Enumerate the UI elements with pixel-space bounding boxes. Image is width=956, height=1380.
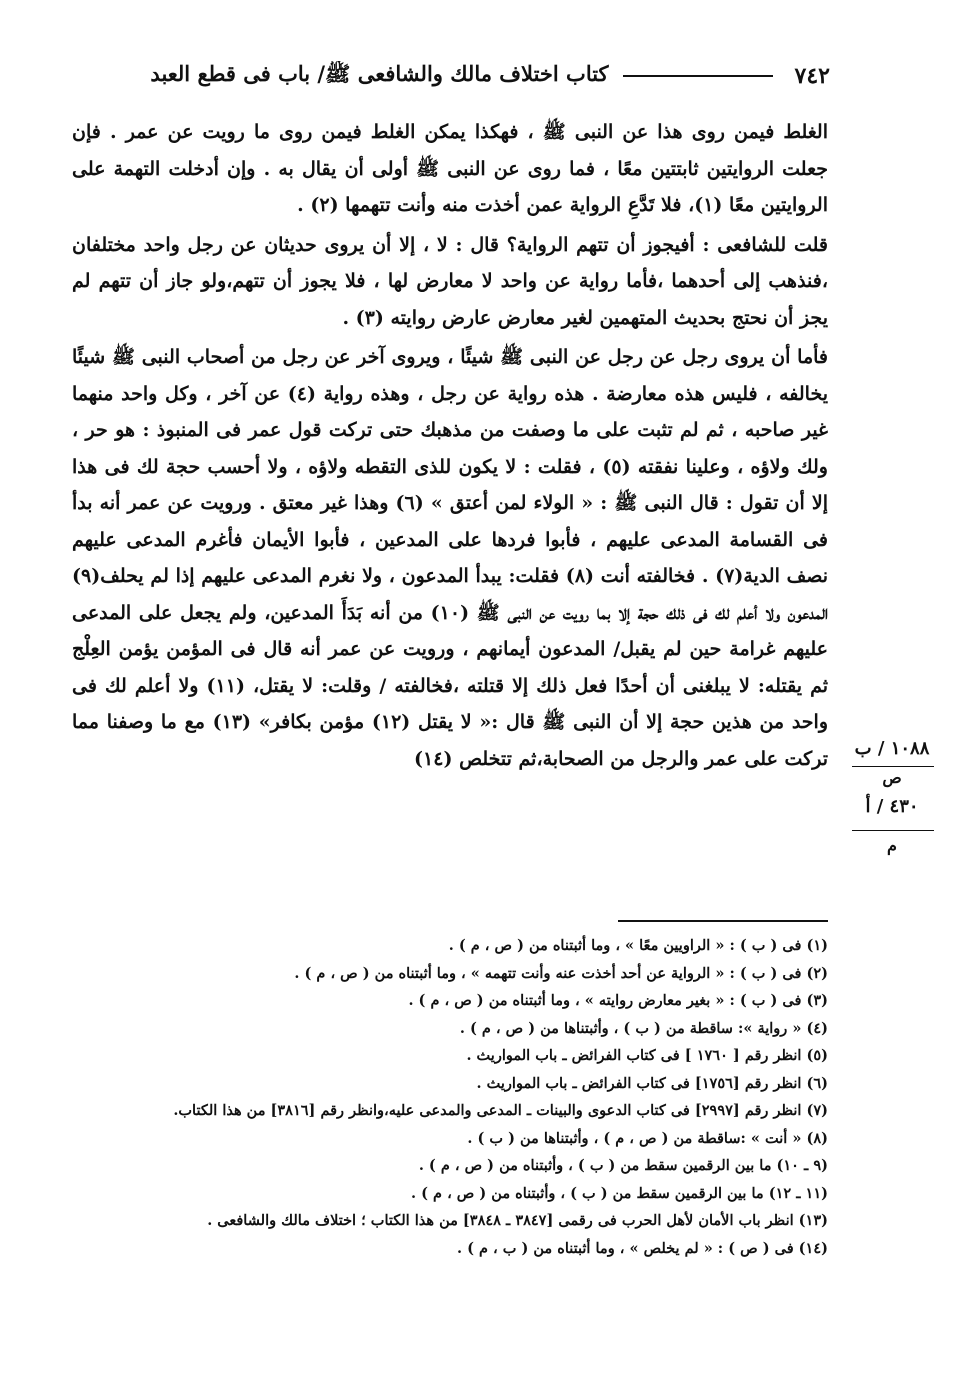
footnote-12: (١٤) فى ( ص ) : « لم يخلص » ، وما أثبتناه من ( ب ، م ) . — [457, 1239, 828, 1257]
margin-rule-2 — [852, 830, 934, 831]
margin-ref-4: م — [887, 836, 897, 855]
footnote-11: (١٣) انظر باب الأمان لأهل الحرب فى رقمى [٣٨٤٧ ـ ٣٨٤٨] من هذا الكتاب ؛ اختلاف مالك والشافعى . — [207, 1212, 828, 1229]
footnotes — [100, 932, 828, 1262]
footnote-2: (٢) فى ( ب ) : « الرواية عن أحد أخذت عنه وأنت تتهمه » ، وما أثبتناه من ( ص ، م ) . — [294, 964, 828, 982]
footnote-1: (١) فى ( ب ) : « الراويين معًا » ، وما أثبتناه من ( ص ، م ) . — [448, 937, 828, 954]
running-header — [70, 58, 830, 94]
footnote-separator — [618, 920, 828, 922]
page-number: ٧٤٢ — [794, 63, 830, 89]
paragraph-1: الغلط فيمن روى هذا عن النبى ﷺ ، فهكذا يمكن الغلط فيمن روى ما رويت عن عمر . فإن جعلت الروايتين ثابتتين معًا ، فما روى عن النبى ﷺ أولى أن يقال به . وإن أدخلت التهمة على الروايتين معًا (١)، فلا تَدَّعِ الرواية عمن أخذت منه وأنت تتهمها (٢) . — [72, 121, 828, 216]
margin-rule-1 — [852, 766, 934, 767]
header-rule — [623, 75, 773, 77]
paragraph-3: فأما أن يروى رجل عن رجل عن النبى ﷺ شيئًا ، ويروى آخر عن رجل من أصحاب النبى ﷺ شيئًا يخالفه ، فليس هذه معارضة . هذه رواية عن رجل ، وهذه رواية (٤) عن آخر ، وكل واحد منهما غير صاحبه ، ثم لم تثبت على ما وصفت من مذهبك حتى تركت قول عمر فى المنبوذ : هو حر ، ولك ولاؤه ، وعلينا نفقته (٥) ، فقلت : لا يكون للذى التقطه ولاؤه ، ولا أحسب حجة لك فى هذا إلا أن تقول : قال النبى ﷺ : « الولاء لمن أعتق » (٦) وهذا غير معتق . ورويت عن عمر أنه بدأ فى القسامة المدعى عليهم ، فأبوا فردها على المدعين ، فأبوا الأيمان فأغرم المدعى عليهم نصف الدية(٧) . فخالفته أنت (٨) فقلت: يبدأ المدعون ، ولا نغرم المدعى عليهم إذا لم يحلف(٩) المدعون ولا أعلم لك فى ذلك حجة إلا بما رويت عن النبى ﷺ (١٠) من أنه بَدَأَ المدعين، ولم يجعل على المدعى عليهم غرامة حين لم يقبل/ المدعون أيمانهم ، ورويت عن عمر أنه قال فى المؤمن يؤمن العِلْج ثم يقتله: لا يبلغنى أن أحدًا فعل ذلك إلا قتلته ،فخالفته / وقلت: لا يقتل، (١١) ولا أعلم لك فى واحد من هذين حجة إلا أن النبى ﷺ قال :« لا يقتل (١٢) مؤمن بكافر» (١٣) مع ما وصفنا مما تركت على عمر والرجل من الصحابة،ثم تتخلص (١٤) — [72, 346, 829, 770]
margin-ref-2: ص — [882, 768, 902, 787]
paragraph-2: قلت للشافعى : أفيجوز أن تتهم الرواية؟ قال : لا ، إلا أن يروى حديثان عن رجل واحد مختلفان ،فنذهب إلى أحدهما ،فأما رواية عن واحد لا معارض لها ، فلا يجوز أن تتهم،ولو جاز أن تتهم لم يجز أن نحتج بحديث المتهمين لغير معارض عارض روايته (٣) . — [72, 233, 828, 329]
running-title: كتاب اختلاف مالك والشافعى ﷺ/ باب فى قطع العبد — [150, 60, 609, 86]
footnote-10: (١١ ـ ١٢) ما بين الرقمين سقط من ( ب ) ، وأثبتناه من ( ص ، م ) . — [411, 1184, 828, 1202]
footnote-3: (٣) فى ( ب ) : « بغير معارض روايته » ، وما أثبتناه من ( ص ، م ) . — [408, 992, 828, 1009]
footnote-7: (٧) انظر رقم [٢٩٩٧] فى كتاب الدعوى والبينات ـ المدعى والمدعى عليه،وانظر رقم [٣٨١٦] من هذا الكتاب. — [173, 1102, 828, 1119]
main-text — [72, 114, 828, 914]
margin-ref-1: ١٠٨٨ / ب — [854, 738, 930, 759]
footnote-5: (٥) انظر رقم [ ١٧٦٠ ] فى كتاب الفرائض ـ باب المواريث . — [466, 1047, 828, 1064]
footnote-8: (٨) « أنت » :ساقطة من ( ص ، م ) ، وأثبتناها من ( ب ) . — [467, 1129, 828, 1147]
margin-ref-3: ٤٣٠ / أ — [865, 796, 919, 817]
footnote-9: (٩ ـ ١٠) ما بين الرقمين سقط من ( ب ) ، وأثبتناه من ( ص ، م ) . — [418, 1157, 828, 1174]
footnote-4: (٤) « رواية »: ساقطة من ( ب ) ، وأثبتناها من ( ص ، م ) . — [459, 1019, 828, 1037]
footnote-6: (٦) انظر رقم [١٧٥٦] فى كتاب الفرائض ـ باب المواريث . — [476, 1074, 828, 1092]
